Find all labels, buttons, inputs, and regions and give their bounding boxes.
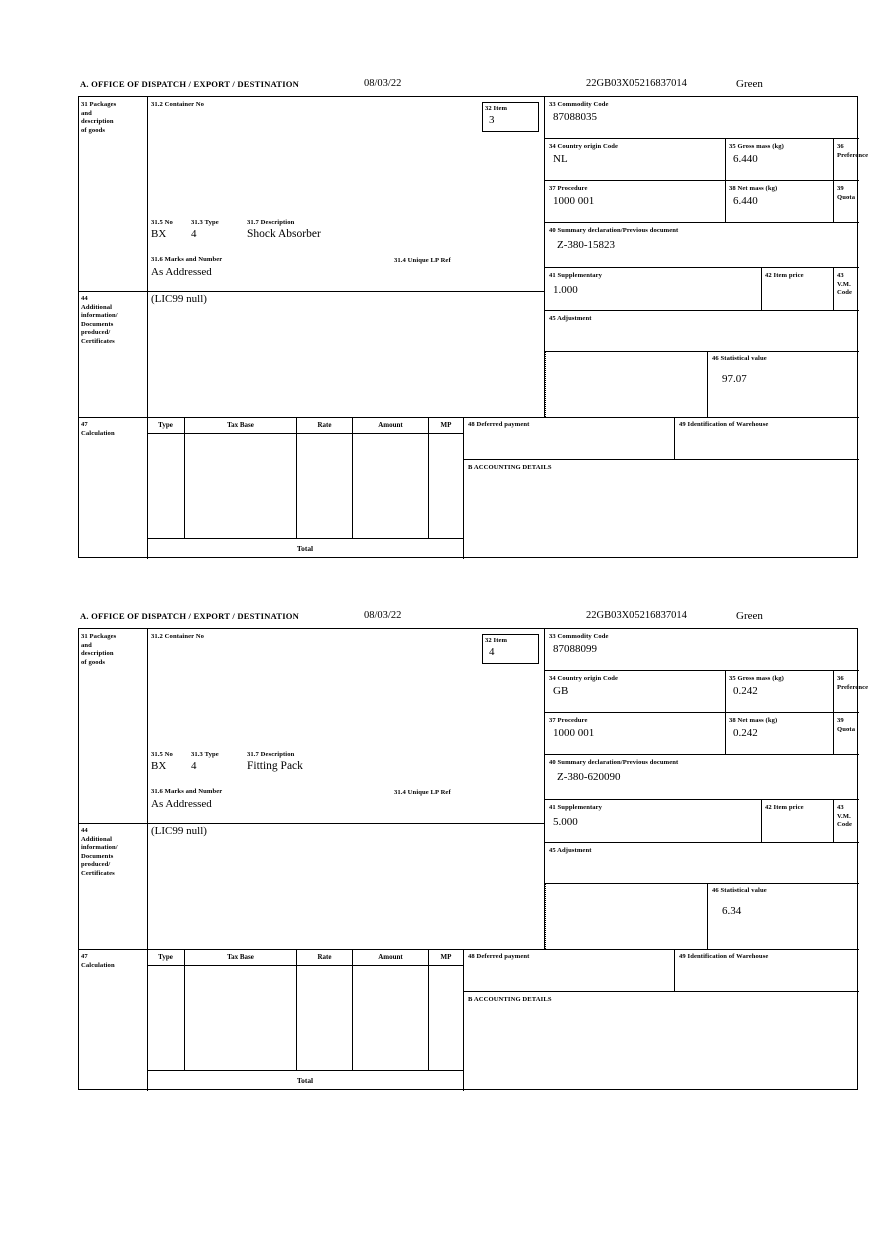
- divider-vertical-left: [147, 629, 148, 823]
- accounting-details-label: B ACCOUNTING DETAILS: [468, 464, 552, 471]
- declaration-box: [78, 96, 869, 558]
- calculation-cell-type: [147, 966, 185, 1070]
- column-header-mp: MP: [440, 421, 452, 429]
- net-mass-value: 0.242: [733, 727, 758, 739]
- gross-mass-value: 0.242: [733, 685, 758, 697]
- column-header-amount: Amount: [353, 417, 429, 433]
- additional-information-value: (LIC99 null): [151, 293, 207, 305]
- column-header-amount: Amount: [353, 949, 429, 965]
- supplementary-value: 5.000: [553, 816, 578, 828]
- divider-41-42: [761, 800, 762, 842]
- procedure-label: 37 Procedure: [549, 185, 588, 192]
- commodity-code-value: 87088035: [553, 111, 597, 123]
- calculation-cell-amount: [353, 966, 429, 1070]
- adjustment-label: 45 Adjustment: [549, 315, 592, 322]
- calculation-cell-mp: [429, 966, 463, 1070]
- commodity-code-value: 87088099: [553, 643, 597, 655]
- gross-mass-label: 35 Gross mass (kg): [729, 675, 784, 682]
- calculation-cell-rate: [297, 434, 353, 538]
- gross-mass-label: 35 Gross mass (kg): [729, 143, 784, 150]
- divider-horizontal-31: [79, 291, 544, 292]
- procedure-label: 37 Procedure: [549, 717, 588, 724]
- summary-declaration-cell: [545, 223, 859, 267]
- accounting-details-cell: [464, 460, 859, 559]
- calculation-label: 47 Calculation: [81, 953, 115, 969]
- calculation-body: [147, 966, 463, 1071]
- packages-label: 31 Packages and description of goods: [81, 101, 117, 134]
- divider-42-43: [833, 268, 834, 310]
- warehouse-label: 49 Identification of Warehouse: [679, 421, 769, 428]
- declaration-box: [78, 628, 869, 1090]
- statistical-value-value: 97.07: [722, 373, 747, 385]
- net-mass-label: 38 Net mass (kg): [729, 185, 778, 192]
- calculation-body: [147, 434, 463, 539]
- additional-information-value: (LIC99 null): [151, 825, 207, 837]
- commodity-code-label: 33 Commodity Code: [549, 101, 609, 108]
- package-type-label: 31.3 Type: [191, 219, 219, 226]
- calculation-cell-tax-base: [185, 434, 297, 538]
- statistical-value-value: 6.34: [722, 905, 742, 917]
- gross-mass-value: 6.440: [733, 153, 758, 165]
- package-type-value: 4: [191, 760, 197, 772]
- calculation-cell-type: [147, 434, 185, 538]
- divider-38-39: [833, 713, 834, 754]
- adjustment-cell: [545, 311, 859, 351]
- calculation-total-label: Total: [296, 544, 314, 553]
- declaration-date: 08/03/22: [364, 610, 402, 621]
- column-header-rate: Rate: [297, 949, 353, 965]
- packages-label: 31 Packages and description of goods: [81, 633, 117, 666]
- calculation-cell-rate: [297, 966, 353, 1070]
- statistical-value-cell: [708, 351, 859, 417]
- divider-34-35: [725, 139, 726, 180]
- package-no-label: 31.5 No: [151, 751, 173, 758]
- divider-41-42: [761, 268, 762, 310]
- deferred-payment-cell: [464, 417, 674, 459]
- supplementary-label: 41 Supplementary: [549, 804, 603, 811]
- marks-and-number-label: 31.6 Marks and Number: [151, 256, 223, 263]
- divider-vertical-left: [147, 97, 148, 291]
- item-number-box: [482, 634, 539, 664]
- warehouse-cell: [675, 949, 859, 991]
- deferred-payment-label: 48 Deferred payment: [468, 421, 530, 428]
- summary-declaration-cell: [545, 755, 859, 799]
- divider-35-36: [833, 671, 834, 712]
- divider-dotted-46: [545, 351, 546, 417]
- item-number-value: 3: [489, 114, 495, 126]
- marks-and-number-value: As Addressed: [151, 798, 212, 810]
- country-origin-value: NL: [553, 153, 568, 165]
- preference-label: 36 Preference: [837, 143, 869, 159]
- unique-lp-ref-label: 31.4 Unique LP Ref: [394, 789, 451, 796]
- item-number-label: 32 Item: [485, 105, 508, 112]
- package-description-label: 31.7 Description: [247, 219, 295, 226]
- supplementary-row: [545, 268, 859, 310]
- calculation-table: [147, 949, 463, 1091]
- divider-34-35: [725, 671, 726, 712]
- unique-lp-ref-label: 31.4 Unique LP Ref: [394, 257, 451, 264]
- office-of-dispatch-label: A. OFFICE OF DISPATCH / EXPORT / DESTINATION: [80, 79, 300, 89]
- calculation-label: 47 Calculation: [81, 421, 115, 437]
- column-header-tax-base: Tax Base: [185, 949, 297, 965]
- supplementary-row: [545, 800, 859, 842]
- origin-row: [545, 139, 869, 180]
- country-origin-value: GB: [553, 685, 569, 697]
- deferred-payment-cell: [464, 949, 674, 991]
- column-header-rate: Rate: [297, 417, 353, 433]
- vm-code-label: 43 V.M. Code: [837, 804, 853, 829]
- vm-code-label: 43 V.M. Code: [837, 272, 853, 297]
- country-origin-label: 34 Country origin Code: [549, 143, 619, 150]
- country-origin-label: 34 Country origin Code: [549, 675, 619, 682]
- item-number-label: 32 Item: [485, 637, 508, 644]
- summary-declaration-label: 40 Summary declaration/Previous document: [549, 759, 679, 766]
- calculation-header-row: [147, 417, 463, 434]
- summary-declaration-value: Z-380-620090: [557, 771, 621, 783]
- package-type-label: 31.3 Type: [191, 751, 219, 758]
- divider-42-43: [833, 800, 834, 842]
- additional-information-label: 44 Additional information/ Documents produced/ Certificates: [81, 295, 118, 345]
- quota-label: 39 Quota: [837, 185, 856, 201]
- marks-and-number-label: 31.6 Marks and Number: [151, 788, 223, 795]
- package-type-value: 4: [191, 228, 197, 240]
- divider-37-38: [725, 713, 726, 754]
- container-no-label: 31.2 Container No: [151, 101, 205, 108]
- statistical-value-cell: [708, 883, 859, 949]
- declaration-date: 08/03/22: [364, 78, 402, 89]
- calculation-cell-mp: [429, 434, 463, 538]
- accounting-details-label: B ACCOUNTING DETAILS: [468, 996, 552, 1003]
- preference-label: 36 Preference: [837, 675, 869, 691]
- package-description-value: Shock Absorber: [247, 228, 321, 240]
- declaration-form-2: [78, 610, 869, 1090]
- commodity-code-cell: [545, 97, 859, 138]
- form-header-2: [78, 610, 860, 628]
- package-no-value: BX: [151, 228, 167, 240]
- divider-vertical-44: [147, 823, 148, 949]
- commodity-code-label: 33 Commodity Code: [549, 633, 609, 640]
- summary-declaration-label: 40 Summary declaration/Previous document: [549, 227, 679, 234]
- net-mass-value: 6.440: [733, 195, 758, 207]
- accounting-details-cell: [464, 992, 859, 1091]
- package-no-value: BX: [151, 760, 167, 772]
- supplementary-label: 41 Supplementary: [549, 272, 603, 279]
- divider-38-39: [833, 181, 834, 222]
- item-number-box: [482, 102, 539, 132]
- origin-row: [545, 671, 869, 712]
- divider-vertical-44: [147, 291, 148, 417]
- divider-37-38: [725, 181, 726, 222]
- column-header-mp: MP: [440, 953, 452, 961]
- divider-dotted-46: [545, 883, 546, 949]
- calculation-cell-amount: [353, 434, 429, 538]
- divider-35-36: [833, 139, 834, 180]
- declaration-reference: 22GB03X05216837014: [586, 610, 687, 621]
- deferred-payment-label: 48 Deferred payment: [468, 953, 530, 960]
- procedure-row: [545, 181, 859, 222]
- marks-and-number-value: As Addressed: [151, 266, 212, 278]
- quota-label: 39 Quota: [837, 717, 856, 733]
- commodity-code-cell: [545, 629, 859, 670]
- procedure-value: 1000 001: [553, 727, 595, 739]
- supplementary-value: 1.000: [553, 284, 578, 296]
- package-no-label: 31.5 No: [151, 219, 173, 226]
- adjustment-cell: [545, 843, 859, 883]
- adjustment-label: 45 Adjustment: [549, 847, 592, 854]
- lane-status: Green: [736, 78, 763, 90]
- statistical-value-label: 46 Statistical value: [712, 887, 767, 894]
- net-mass-label: 38 Net mass (kg): [729, 717, 778, 724]
- calculation-table: [147, 417, 463, 559]
- warehouse-cell: [675, 417, 859, 459]
- declaration-reference: 22GB03X05216837014: [586, 78, 687, 89]
- divider-horizontal-31: [79, 823, 544, 824]
- office-of-dispatch-label: A. OFFICE OF DISPATCH / EXPORT / DESTINATION: [80, 611, 300, 621]
- summary-declaration-value: Z-380-15823: [557, 239, 616, 251]
- calculation-header-row: [147, 949, 463, 966]
- column-header-type: Type: [147, 949, 185, 965]
- declaration-form-1: [78, 78, 869, 558]
- column-header-tax-base: Tax Base: [185, 417, 297, 433]
- calculation-cell-tax-base: [185, 966, 297, 1070]
- warehouse-label: 49 Identification of Warehouse: [679, 953, 769, 960]
- item-price-label: 42 Item price: [765, 804, 804, 811]
- procedure-value: 1000 001: [553, 195, 595, 207]
- column-header-type: Type: [147, 417, 185, 433]
- procedure-row: [545, 713, 859, 754]
- form-header: [78, 78, 860, 96]
- lane-status: Green: [736, 610, 763, 622]
- package-description-label: 31.7 Description: [247, 751, 295, 758]
- package-description-value: Fitting Pack: [247, 760, 303, 772]
- item-price-label: 42 Item price: [765, 272, 804, 279]
- calculation-total-label: Total: [296, 1076, 314, 1085]
- additional-information-label: 44 Additional information/ Documents produced/ Certificates: [81, 827, 118, 877]
- statistical-value-label: 46 Statistical value: [712, 355, 767, 362]
- container-no-label: 31.2 Container No: [151, 633, 205, 640]
- item-number-value: 4: [489, 646, 495, 658]
